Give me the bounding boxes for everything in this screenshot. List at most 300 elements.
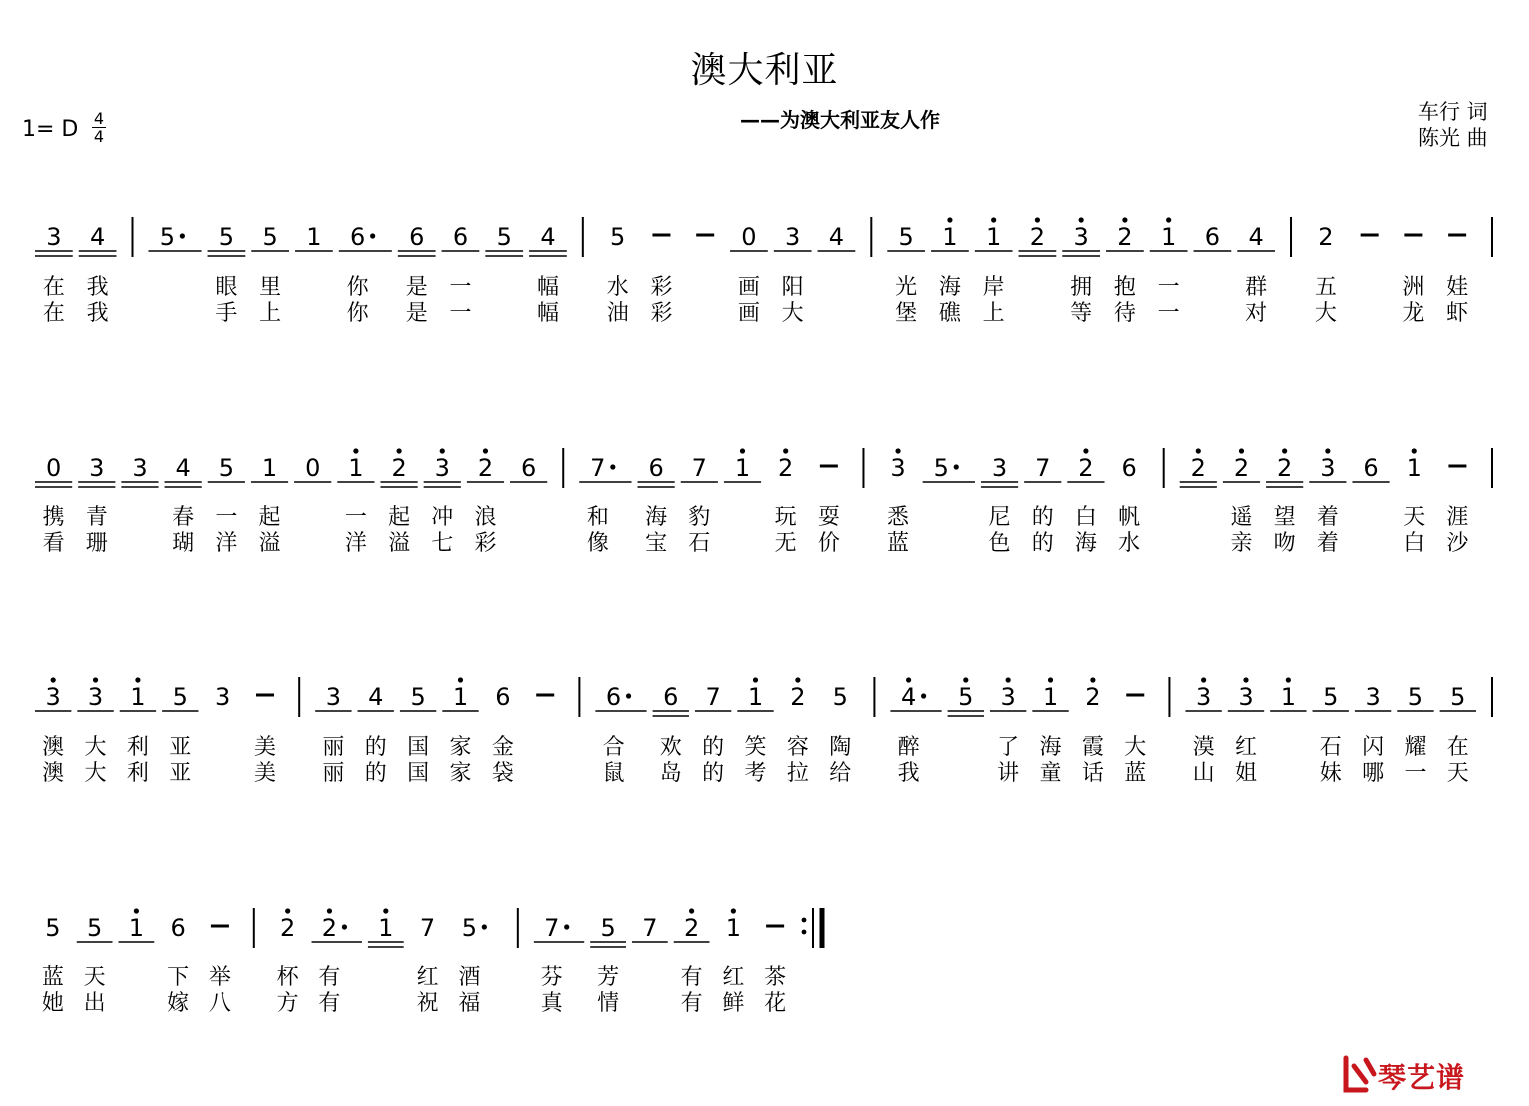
lyric-syllable: 一 [1404, 761, 1427, 786]
note: 5 [461, 914, 477, 942]
key-signature: 1= D [22, 117, 79, 142]
note: 7 [705, 683, 721, 711]
lyric-syllable: 醉 [897, 735, 920, 760]
note: 3 [1073, 223, 1089, 251]
lyric-syllable: 石 [688, 531, 711, 556]
lyric-syllable: 色 [988, 531, 1011, 556]
lyric-syllable: 霞 [1081, 735, 1104, 760]
lyric-syllable: 妹 [1319, 761, 1342, 786]
lyric-syllable: 合 [602, 735, 625, 760]
lyric-syllable: 拉 [786, 761, 809, 786]
lyric-syllable: 大 [1124, 735, 1147, 760]
lyric-syllable: 彩 [650, 301, 673, 326]
lyric-syllable: 祝 [416, 991, 439, 1016]
octave-dot [1048, 677, 1053, 682]
lyric-syllable: 瑚 [172, 531, 195, 556]
lyric-syllable: 涯 [1446, 505, 1469, 530]
note: 6 [1363, 454, 1379, 482]
octave-dot [906, 677, 911, 682]
note: 2 [321, 914, 338, 942]
lyric-syllable: 方 [276, 991, 299, 1016]
time-signature-top: 4 [93, 109, 105, 128]
lyric-syllable: 珊 [85, 531, 108, 556]
note: 5 [218, 454, 234, 482]
octave-dot [1079, 217, 1084, 222]
lyric-syllable: 耀 [1404, 735, 1427, 760]
lyric-syllable: 丽 [322, 735, 345, 760]
lyric-syllable: 洲 [1402, 275, 1425, 300]
note: 3 [991, 454, 1008, 482]
lyric-syllable: 的 [364, 735, 387, 760]
lyric-syllable: 丽 [322, 761, 345, 786]
lyric-syllable: 大 [84, 735, 107, 760]
note: 1 [725, 914, 742, 942]
octave-dot [1282, 448, 1287, 453]
augmentation-dot [610, 464, 615, 469]
lyric-syllable: 悉 [887, 505, 910, 530]
lyric-syllable: 耍 [817, 505, 840, 530]
lyric-syllable: 尼 [988, 505, 1011, 530]
lyric-syllable: 堡 [895, 301, 918, 326]
lyric-syllable: 嫁 [167, 991, 190, 1016]
note: 2 [477, 454, 494, 482]
octave-dot [963, 677, 968, 682]
lyric-syllable: 杯 [276, 965, 299, 990]
lyric-syllable: 一 [215, 505, 238, 530]
augmentation-dot [342, 924, 347, 929]
note: 3 [1238, 683, 1254, 711]
augmentation-dot [482, 924, 487, 929]
note: 2 [1117, 223, 1133, 251]
lyric-syllable: 虾 [1446, 301, 1469, 326]
lyric-syllable: 春 [172, 505, 195, 530]
note: 0 [45, 454, 62, 482]
note: 2 [1190, 454, 1206, 482]
lyric-syllable: 我 [86, 301, 109, 326]
lyric-syllable: 哪 [1362, 761, 1385, 786]
note: 2 [778, 454, 794, 482]
note: 5 [86, 914, 103, 942]
note: 3 [785, 223, 801, 251]
lyric-syllable: 青 [85, 505, 108, 530]
lyric-syllable: 沙 [1446, 531, 1469, 556]
lyric-syllable: 的 [702, 761, 725, 786]
note: 5 [1407, 683, 1424, 711]
note: 3 [89, 454, 105, 482]
octave-dot [1006, 677, 1011, 682]
octave-dot [1201, 677, 1206, 682]
lyric-syllable: 话 [1081, 761, 1104, 786]
lyric-syllable: 花 [764, 991, 787, 1016]
note: 1 [130, 683, 146, 711]
note: 4 [540, 223, 556, 251]
lyric-syllable: 笑 [744, 735, 767, 760]
note: 3 [87, 683, 104, 711]
lyric-syllable: 金 [491, 735, 514, 760]
lyric-syllable: 有 [680, 991, 703, 1016]
lyric-syllable: 起 [388, 505, 411, 530]
lyric-syllable: 玩 [774, 505, 797, 530]
lyric-syllable: 陶 [829, 735, 852, 760]
lyric-syllable: 的 [702, 735, 725, 760]
note: 1 [452, 683, 469, 711]
note: 4 [900, 683, 917, 711]
lyric-syllable: 她 [41, 991, 64, 1016]
note: 1 [128, 914, 145, 942]
qinyipu-logo-text: 琴艺谱 [1378, 1061, 1466, 1094]
lyric-syllable: 姐 [1234, 761, 1257, 786]
lyric-syllable: 礁 [938, 301, 961, 326]
note: 2 [280, 914, 296, 942]
note: 6 [1121, 454, 1137, 482]
octave-dot [1083, 448, 1088, 453]
note: 4 [89, 223, 106, 251]
note: 1 [734, 454, 751, 482]
lyric-syllable: 是 [405, 301, 428, 326]
lyric-syllable: 真 [540, 991, 563, 1016]
octave-dot [353, 448, 358, 453]
octave-dot [795, 677, 800, 682]
lyric-syllable: 上 [982, 301, 1005, 326]
note: 3 [325, 683, 342, 711]
lyric-syllable: 白 [1403, 531, 1426, 556]
lyric-syllable: 我 [86, 275, 109, 300]
note: 6 [495, 683, 511, 711]
lyric-syllable: 讲 [997, 761, 1020, 786]
lyric-syllable: 鲜 [722, 991, 745, 1016]
octave-dot [135, 677, 140, 682]
lyric-syllable: 海 [1039, 735, 1062, 760]
lyric-syllable: 天 [1403, 505, 1426, 530]
lyric-syllable: 抱 [1113, 275, 1136, 300]
lyric-syllable: 和 [586, 505, 609, 530]
lyric-syllable: 漠 [1192, 735, 1215, 760]
note: 3 [46, 223, 62, 251]
repeat-dot [802, 918, 807, 923]
note: 4 [368, 683, 384, 711]
note: 1 [1042, 683, 1059, 711]
lyric-syllable: 油 [606, 301, 629, 326]
lyric-syllable: 七 [431, 531, 454, 556]
octave-dot [327, 908, 332, 913]
lyric-syllable: 石 [1319, 735, 1342, 760]
note: 6 [648, 454, 664, 482]
lyric-syllable: 阳 [781, 275, 804, 300]
note: 6 [409, 223, 425, 251]
lyric-syllable: 澳 [42, 735, 65, 760]
note: 1 [306, 223, 322, 251]
octave-dot [1196, 448, 1201, 453]
lyric-syllable: 在 [42, 275, 65, 300]
lyric-syllable: 亲 [1230, 531, 1253, 556]
lyric-syllable: 冲 [431, 505, 454, 530]
song-title: 澳大利亚 [690, 50, 839, 91]
lyric-syllable: 出 [83, 991, 106, 1016]
octave-dot [1325, 448, 1330, 453]
lyric-syllable: 手 [215, 301, 238, 326]
octave-dot [51, 677, 56, 682]
lyric-syllable: 下 [167, 965, 190, 990]
note: 3 [1195, 683, 1212, 711]
lyric-syllable: 容 [786, 735, 809, 760]
lyric-syllable: 海 [645, 505, 668, 530]
lyric-syllable: 情 [597, 991, 620, 1016]
octave-dot [783, 448, 788, 453]
lyric-syllable: 茶 [764, 965, 787, 990]
note: 1 [348, 454, 364, 482]
lyric-syllable: 帆 [1118, 505, 1141, 530]
octave-dot [1286, 677, 1291, 682]
octave-dot [689, 908, 694, 913]
lyric-syllable: 画 [737, 301, 760, 326]
lyric-syllable: 大 [1314, 301, 1337, 326]
lyric-syllable: 红 [1234, 735, 1257, 760]
lyric-syllable: 鼠 [602, 761, 625, 786]
note: 5 [159, 223, 176, 251]
augmentation-dot [626, 693, 631, 698]
note: 6 [452, 223, 469, 251]
lyric-syllable: 在 [42, 301, 65, 326]
note: 3 [1320, 454, 1336, 482]
lyric-syllable: 像 [586, 531, 609, 556]
octave-dot [1239, 448, 1244, 453]
augmentation-dot [180, 233, 185, 238]
octave-dot [458, 677, 463, 682]
note: 5 [262, 223, 278, 251]
lyric-syllable: 考 [744, 761, 767, 786]
lyricist-credit: 车行 词 [1418, 100, 1488, 124]
note: 2 [391, 454, 407, 482]
lyric-syllable: 洋 [215, 531, 238, 556]
lyric-syllable: 里 [259, 275, 282, 300]
octave-dot [93, 677, 98, 682]
note: 5 [45, 914, 61, 942]
note: 4 [175, 454, 191, 482]
note: 6 [350, 223, 366, 251]
lyric-syllable: 家 [449, 761, 472, 786]
lyric-syllable: 我 [897, 761, 920, 786]
lyric-syllable: 携 [42, 505, 65, 530]
lyric-syllable: 画 [737, 275, 760, 300]
lyric-syllable: 一 [449, 275, 472, 300]
note: 7 [590, 454, 606, 482]
octave-dot [483, 448, 488, 453]
note: 4 [828, 223, 845, 251]
lyric-syllable: 酒 [458, 965, 481, 990]
note: 1 [747, 683, 764, 711]
lyric-syllable: 闪 [1362, 735, 1385, 760]
note: 1 [1280, 683, 1296, 711]
note: 3 [1365, 683, 1381, 711]
octave-dot [895, 448, 900, 453]
note: 3 [434, 454, 450, 482]
note: 0 [305, 454, 321, 482]
lyric-syllable: 给 [829, 761, 852, 786]
lyric-syllable: 利 [126, 735, 149, 760]
lyric-syllable: 有 [318, 991, 341, 1016]
lyric-syllable: 价 [817, 531, 840, 556]
note: 7 [691, 454, 707, 482]
lyric-syllable: 红 [416, 965, 439, 990]
octave-dot [1122, 217, 1127, 222]
note: 1 [1406, 454, 1422, 482]
lyric-syllable: 美 [254, 735, 277, 760]
lyric-syllable: 蓝 [887, 531, 910, 556]
octave-dot [1412, 448, 1417, 453]
octave-dot [740, 448, 745, 453]
lyric-syllable: 水 [1118, 531, 1141, 556]
lyric-syllable: 岸 [982, 275, 1005, 300]
lyric-syllable: 你 [346, 275, 369, 300]
lyric-syllable: 洋 [344, 531, 367, 556]
lyric-syllable: 娃 [1446, 275, 1469, 300]
lyric-syllable: 的 [1031, 531, 1054, 556]
note: 5 [1323, 683, 1339, 711]
lyric-syllable: 拥 [1070, 275, 1093, 300]
lyric-syllable: 你 [346, 301, 369, 326]
note: 2 [1085, 683, 1101, 711]
lyric-syllable: 有 [680, 965, 703, 990]
note: 3 [45, 683, 61, 711]
lyric-syllable: 看 [42, 531, 65, 556]
lyric-syllable: 山 [1192, 761, 1215, 786]
note: 7 [1035, 454, 1051, 482]
octave-dot [731, 908, 736, 913]
lyric-syllable: 天 [83, 965, 106, 990]
lyric-syllable: 豹 [688, 505, 711, 530]
lyric-syllable: 芬 [540, 965, 563, 990]
lyric-syllable: 彩 [474, 531, 497, 556]
lyric-syllable: 有 [318, 965, 341, 990]
lyric-syllable: 八 [208, 991, 231, 1016]
lyric-syllable: 幅 [536, 275, 559, 300]
lyric-syllable: 遥 [1230, 505, 1253, 530]
lyric-syllable: 一 [1157, 275, 1180, 300]
lyric-syllable: 岛 [659, 761, 682, 786]
lyric-syllable: 在 [1446, 735, 1469, 760]
lyric-syllable: 利 [126, 761, 149, 786]
note: 1 [1161, 223, 1177, 251]
subtitle: ——为澳大利亚友人作 [740, 108, 940, 132]
octave-dot [396, 448, 401, 453]
octave-dot [753, 677, 758, 682]
note: 1 [942, 223, 958, 251]
lyric-syllable: 起 [258, 505, 281, 530]
octave-dot [1035, 217, 1040, 222]
augmentation-dot [954, 464, 959, 469]
lyric-syllable: 群 [1245, 275, 1268, 300]
lyric-syllable: 龙 [1402, 301, 1425, 326]
note: 7 [642, 914, 658, 942]
note: 2 [1318, 223, 1334, 251]
lyric-syllable: 天 [1446, 761, 1469, 786]
lyric-syllable: 的 [1031, 505, 1054, 530]
note: 6 [170, 914, 186, 942]
note: 1 [378, 914, 394, 942]
lyric-syllable: 待 [1113, 301, 1136, 326]
note: 5 [933, 454, 949, 482]
lyric-syllable: 欢 [659, 735, 682, 760]
lyric-syllable: 一 [344, 505, 367, 530]
lyric-syllable: 的 [364, 761, 387, 786]
lyric-syllable: 国 [407, 761, 430, 786]
repeat-dot [802, 930, 807, 935]
note: 5 [610, 223, 626, 251]
lyric-syllable: 举 [208, 965, 231, 990]
octave-dot [947, 217, 952, 222]
note: 3 [215, 683, 231, 711]
lyric-syllable: 了 [997, 735, 1020, 760]
note: 5 [172, 683, 188, 711]
note: 3 [132, 454, 148, 482]
lyric-syllable: 等 [1070, 301, 1093, 326]
lyric-syllable: 无 [774, 531, 797, 556]
lyric-syllable: 家 [449, 735, 472, 760]
lyric-syllable: 一 [1157, 301, 1180, 326]
lyric-syllable: 国 [407, 735, 430, 760]
lyric-syllable: 是 [405, 275, 428, 300]
note: 6 [1204, 223, 1221, 251]
lyric-syllable: 美 [254, 761, 277, 786]
lyric-syllable: 五 [1314, 275, 1337, 300]
lyric-syllable: 浪 [474, 505, 497, 530]
lyric-syllable: 袋 [491, 761, 514, 786]
lyric-syllable: 蓝 [41, 965, 64, 990]
note: 1 [261, 454, 278, 482]
lyric-syllable: 福 [458, 991, 481, 1016]
lyric-syllable: 大 [84, 761, 107, 786]
lyric-syllable: 着 [1316, 505, 1339, 530]
note: 5 [1450, 683, 1466, 711]
note: 5 [958, 683, 974, 711]
note: 5 [496, 223, 512, 251]
lyric-syllable: 亚 [169, 761, 192, 786]
lyric-syllable: 上 [259, 301, 282, 326]
lyric-syllable: 宝 [645, 531, 668, 556]
note: 2 [683, 914, 700, 942]
lyric-syllable: 水 [606, 275, 629, 300]
lyric-syllable: 眼 [215, 275, 238, 300]
lyric-syllable: 芳 [597, 965, 620, 990]
octave-dot [1243, 677, 1248, 682]
note: 2 [1233, 454, 1250, 482]
composer-credit: 陈光 曲 [1418, 126, 1488, 150]
lyric-syllable: 彩 [650, 275, 673, 300]
lyric-syllable: 着 [1316, 531, 1339, 556]
octave-dot [440, 448, 445, 453]
augmentation-dot [370, 233, 375, 238]
lyric-syllable: 海 [938, 275, 961, 300]
note: 6 [605, 683, 622, 711]
note: 2 [1078, 454, 1094, 482]
note: 6 [520, 454, 537, 482]
octave-dot [991, 217, 996, 222]
octave-dot [383, 908, 388, 913]
lyric-syllable: 溢 [258, 531, 281, 556]
lyric-syllable: 海 [1074, 531, 1097, 556]
note: 0 [741, 223, 757, 251]
note: 3 [890, 454, 906, 482]
note: 2 [1029, 223, 1046, 251]
lyric-syllable: 白 [1074, 505, 1097, 530]
note: 5 [600, 914, 616, 942]
lyric-syllable: 光 [895, 275, 918, 300]
octave-dot [1090, 677, 1095, 682]
note: 2 [790, 683, 806, 711]
lyric-syllable: 亚 [169, 735, 192, 760]
octave-dot [285, 908, 290, 913]
note: 3 [1000, 683, 1016, 711]
